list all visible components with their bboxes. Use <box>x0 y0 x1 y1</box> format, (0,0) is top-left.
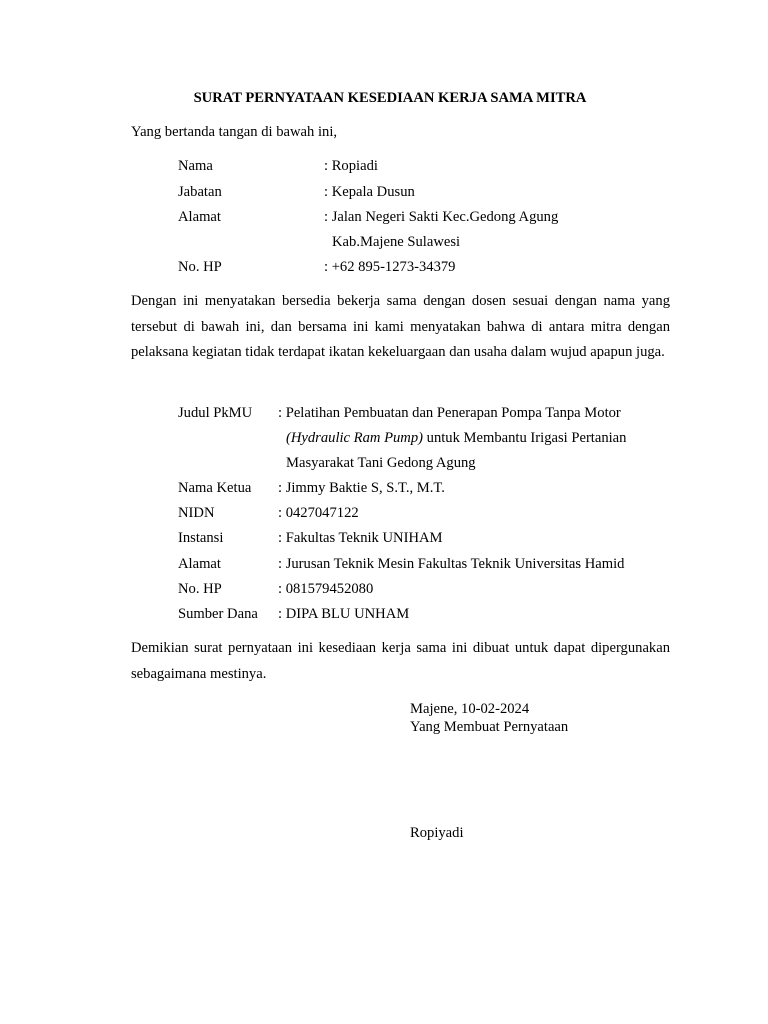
field-label: NIDN <box>178 505 215 521</box>
field-value: : Fakultas Teknik UNIHAM <box>278 530 443 546</box>
field-value: : Jurusan Teknik Mesin Fakultas Teknik Universitas Hamid <box>278 556 625 572</box>
intro-text: Yang bertanda tangan di bawah ini, <box>131 124 338 140</box>
letter-title: SURAT PERNYATAAN KESEDIAAN KERJA SAMA MITRA <box>193 90 587 106</box>
field-label: Sumber Dana <box>178 606 258 622</box>
field-value: Kab.Majene Sulawesi <box>332 234 461 250</box>
field-value: : Jimmy Baktie S, S.T., M.T. <box>278 480 445 496</box>
signature-role: Yang Membuat Pernyataan <box>410 719 569 735</box>
statement-paragraph: Dengan ini menyatakan bersedia bekerja sama dengan dosen sesuai dengan nama yang tersebut di bawah ini, dan bersama ini kami menyatakan bahwa di antara mitra dengan pelaksana kegiatan tidak terdapat ikatan kekeluargaan dan usaha dalam wujud apapun juga. <box>131 293 670 360</box>
field-label: No. HP <box>178 581 222 597</box>
field-label: Jabatan <box>178 184 222 200</box>
field-value: : +62 895-1273-34379 <box>324 259 456 275</box>
field-label: Alamat <box>178 556 221 572</box>
field-label: No. HP <box>178 259 222 275</box>
field-value: Masyarakat Tani Gedong Agung <box>286 455 476 471</box>
field-value: : Jalan Negeri Sakti Kec.Gedong Agung <box>324 209 559 225</box>
field-label: Judul PkMU <box>178 405 253 421</box>
field-value <box>286 430 626 447</box>
signature-name: Ropiyadi <box>410 825 464 841</box>
italic-term: (Hydraulic Ram Pump) <box>286 430 423 446</box>
field-value: : Kepala Dusun <box>324 184 415 200</box>
field-value-rest: untuk Membantu Irigasi Pertanian <box>423 430 627 446</box>
field-label: Nama Ketua <box>178 480 252 496</box>
field-value: : 0427047122 <box>278 505 359 521</box>
field-label: Alamat <box>178 209 221 225</box>
field-value: : DIPA BLU UNHAM <box>278 606 410 622</box>
signature-place-date: Majene, 10-02-2024 <box>410 701 530 717</box>
field-value: : 081579452080 <box>278 581 374 597</box>
field-label: Nama <box>178 158 213 174</box>
field-value: : Pelatihan Pembuatan dan Penerapan Pompa Tanpa Motor <box>278 405 621 421</box>
field-label: Instansi <box>178 530 224 546</box>
closing-paragraph: Demikian surat pernyataan ini kesediaan kerja sama ini dibuat untuk dapat dipergunakan sebagaimana mestinya. <box>131 640 670 682</box>
field-value: : Ropiadi <box>324 158 378 174</box>
